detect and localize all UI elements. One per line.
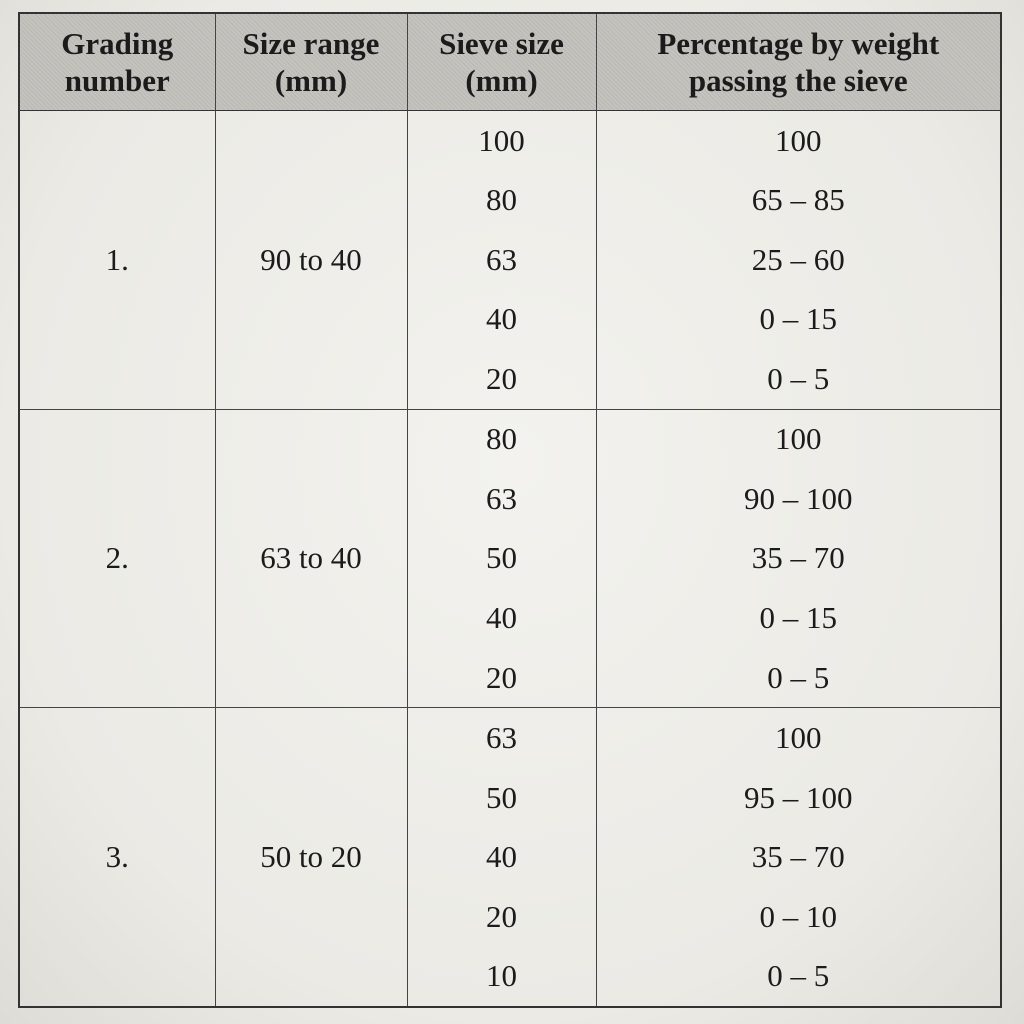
header-grading-line2: number [64, 63, 170, 98]
sieve-size-cell: 20 [407, 648, 596, 708]
percentage-cell: 100 [596, 409, 1001, 469]
percentage-cell: 0 – 15 [596, 588, 1001, 648]
table-row [19, 111, 1001, 171]
sieve-size-cell: 20 [407, 349, 596, 409]
header-size-range-line2: (mm) [274, 63, 348, 98]
grading-group-3 [19, 708, 1001, 1007]
percentage-cell: 0 – 5 [596, 349, 1001, 409]
percentage-cell: 0 – 5 [596, 648, 1001, 708]
table-row [19, 409, 1001, 469]
header-percentage [596, 13, 1001, 111]
sieve-size-cell: 63 [407, 708, 596, 768]
sieve-size-cell: 10 [407, 946, 596, 1007]
percentage-cell: 35 – 70 [596, 529, 1001, 589]
header-sieve-line2: (mm) [465, 63, 538, 98]
percentage-cell: 100 [596, 111, 1001, 171]
header-sieve-line1: Sieve size [439, 26, 564, 61]
percentage-cell: 25 – 60 [596, 230, 1001, 290]
sieve-size-cell: 100 [407, 111, 596, 171]
sieve-size-cell: 80 [407, 171, 596, 231]
header-percentage-line1: Percentage by weight [657, 26, 940, 61]
sieve-size-cell: 50 [407, 529, 596, 589]
header-percentage-line2: passing the sieve [688, 63, 908, 98]
sieve-size-cell: 80 [407, 409, 596, 469]
grading-number-cell: 1. [19, 111, 215, 410]
header-sieve-size [407, 13, 596, 111]
header-size-range-line1: Size range [242, 26, 380, 61]
grading-group-2 [19, 409, 1001, 708]
size-range-cell: 90 to 40 [215, 111, 407, 410]
header-grading-line1: Grading [61, 26, 174, 61]
sieve-size-cell: 50 [407, 768, 596, 828]
percentage-cell: 0 – 5 [596, 946, 1001, 1007]
sieve-size-cell: 63 [407, 469, 596, 529]
size-range-cell: 63 to 40 [215, 409, 407, 708]
grading-number-cell: 2. [19, 409, 215, 708]
grading-number-cell: 3. [19, 708, 215, 1007]
sieve-size-cell: 63 [407, 230, 596, 290]
percentage-cell: 35 – 70 [596, 827, 1001, 887]
header-row [19, 13, 1001, 111]
percentage-cell: 0 – 15 [596, 290, 1001, 350]
percentage-cell: 65 – 85 [596, 171, 1001, 231]
header-size-range [215, 13, 407, 111]
percentage-cell: 95 – 100 [596, 768, 1001, 828]
sieve-size-cell: 40 [407, 588, 596, 648]
header-grading-number [19, 13, 215, 111]
percentage-cell: 0 – 10 [596, 887, 1001, 947]
grading-table [18, 12, 1002, 1008]
grading-group-1 [19, 111, 1001, 410]
percentage-cell: 100 [596, 708, 1001, 768]
sieve-size-cell: 20 [407, 887, 596, 947]
sieve-size-cell: 40 [407, 827, 596, 887]
size-range-cell: 50 to 20 [215, 708, 407, 1007]
sieve-size-cell: 40 [407, 290, 596, 350]
percentage-cell: 90 – 100 [596, 469, 1001, 529]
table-row [19, 708, 1001, 768]
